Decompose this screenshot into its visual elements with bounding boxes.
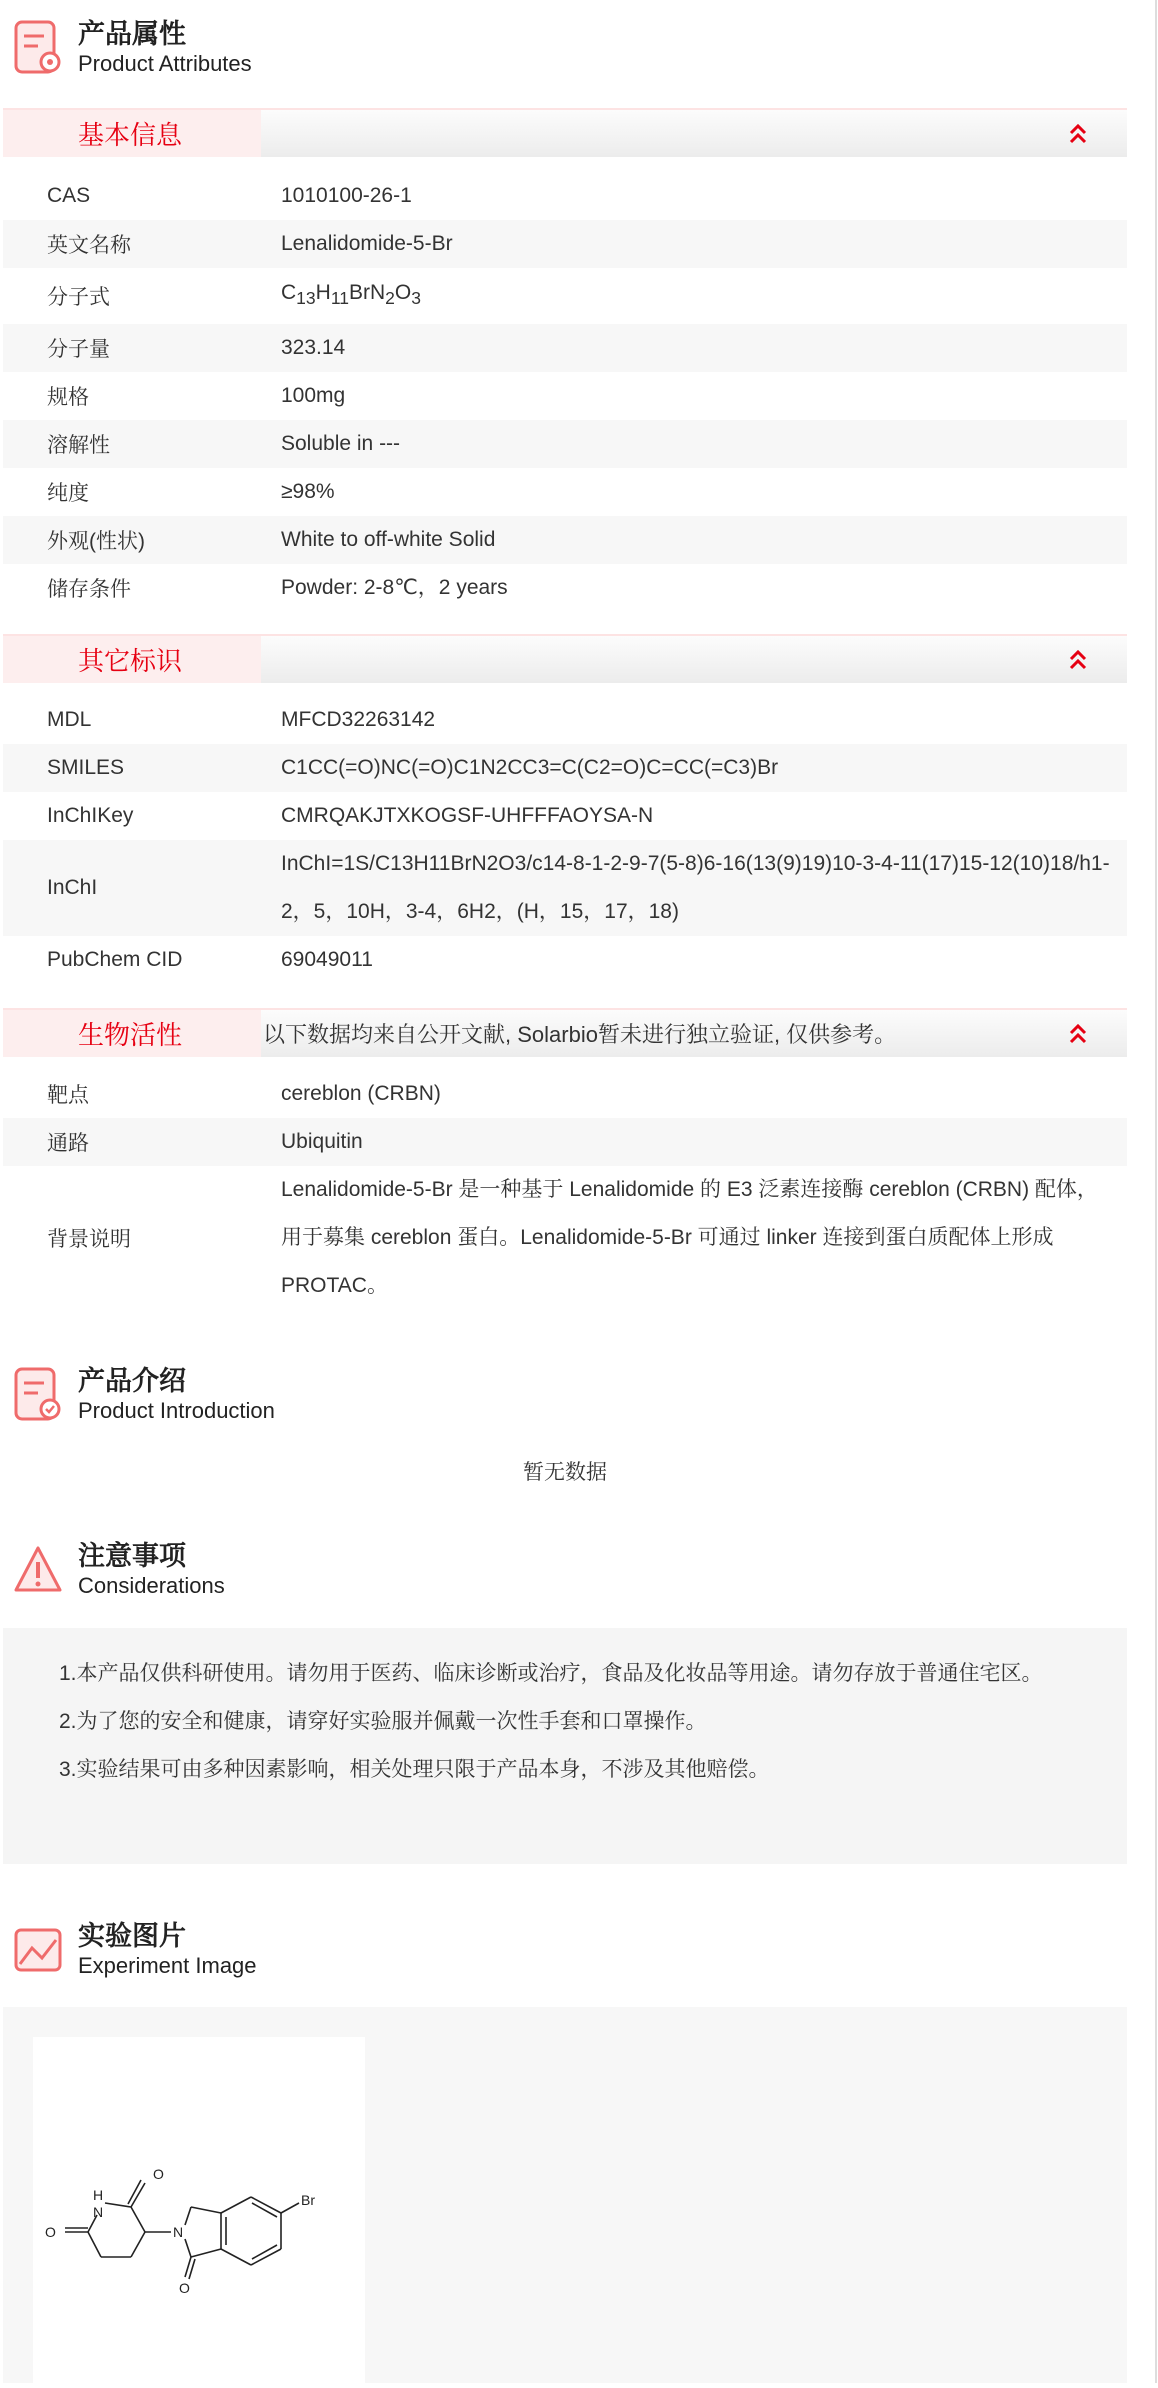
section-header-considerations: [12, 1540, 225, 1600]
row-label: CAS: [47, 184, 91, 207]
table-row: [3, 324, 1127, 372]
row-value: Ubiquitin: [281, 1130, 363, 1153]
row-label: 外观(性状): [47, 530, 145, 553]
row-label: 英文名称: [47, 234, 131, 257]
section-subtitle: Experiment Image: [78, 1953, 257, 1978]
row-label: SMILES: [47, 756, 125, 779]
considerations-box: [3, 1628, 1127, 1864]
table-row: [3, 696, 1127, 744]
table-row: [3, 468, 1127, 516]
row-label: 背景说明: [47, 1228, 131, 1251]
section-title: 产品属性: [78, 19, 186, 49]
row-label: InChIKey: [47, 804, 134, 827]
section-subtitle: Product Introduction: [78, 1398, 275, 1423]
chevron-double-up-icon[interactable]: [1067, 1022, 1089, 1046]
band-disclaimer: 以下数据均来自公开文献, Solarbio暂未进行独立验证, 仅供参考。: [263, 1022, 897, 1047]
consideration-item: 1.本产品仅供科研使用。请勿用于医药、临床诊断或治疗，食品及化妆品等用途。请勿存放于普通住宅区。: [59, 1662, 1043, 1685]
table-row: [3, 1070, 1127, 1118]
table-row: [3, 564, 1127, 612]
row-value: Lenalidomide-5-Br 是一种基于 Lenalidomide 的 E3 泛素连接酶 cereblon (CRBN) 配体，用于募集 cereblon 蛋白。Lenalidomide-5-Br 可通过 linker 连接到蛋白质配体上形成 PROTAC。: [281, 1178, 1098, 1297]
row-label: 分子式: [47, 286, 110, 309]
chemical-structure: [33, 2037, 365, 2383]
row-value: Soluble in ---: [281, 432, 401, 455]
section-title: 注意事项: [78, 1541, 186, 1571]
table-row: [3, 372, 1127, 420]
experiment-image-area: [3, 2007, 1127, 2383]
table-row: [3, 792, 1127, 840]
section-header-experiment: [12, 1920, 257, 1980]
band-label: 基本信息: [3, 110, 261, 157]
row-value: InChI=1S/C13H11BrN2O3/c14-8-1-2-9-7(5-8)6-16(13(9)19)10-3-4-11(17)15-12(10)18/h1-2，5，10H，3-4，6H2，(H，15，17，18): [281, 852, 1110, 923]
row-label: 通路: [47, 1132, 89, 1155]
row-value: 69049011: [281, 948, 373, 971]
identifiers-table: [3, 696, 1127, 984]
row-value: CMRQAKJTXKOGSF-UHFFFAOYSA-N: [281, 804, 654, 827]
atom-label: Br: [301, 2192, 315, 2208]
section-header-attributes: [12, 18, 252, 78]
row-label: 储存条件: [47, 578, 131, 601]
document-check-icon: [12, 1365, 64, 1425]
section-subtitle: Product Attributes: [78, 51, 252, 76]
band-label: 生物活性: [3, 1010, 261, 1057]
band-label: 其它标识: [3, 636, 261, 683]
table-row: [3, 936, 1127, 984]
row-label: InChI: [47, 876, 98, 899]
row-label: 纯度: [47, 482, 89, 505]
row-label: 靶点: [47, 1084, 89, 1107]
section-title: 实验图片: [78, 1921, 186, 1951]
row-label: PubChem CID: [47, 948, 183, 971]
row-value: White to off-white Solid: [281, 528, 496, 551]
atom-label: N: [93, 2204, 104, 2220]
bio-table: [3, 1070, 1127, 1310]
table-row: [3, 744, 1127, 792]
warning-icon: [12, 1540, 64, 1600]
atom-label: O: [45, 2224, 56, 2240]
table-row: [3, 1118, 1127, 1166]
document-gear-icon: [12, 18, 64, 78]
chevron-double-up-icon[interactable]: [1067, 122, 1089, 146]
row-label: 溶解性: [47, 434, 110, 457]
consideration-item: 3.实验结果可由多种因素影响，相关处理只限于产品本身，不涉及其他赔偿。: [59, 1758, 770, 1781]
table-row: [3, 840, 1127, 936]
table-row: [3, 268, 1127, 324]
row-value: 100mg: [281, 384, 346, 407]
section-subtitle: Considerations: [78, 1573, 225, 1598]
row-label: 分子量: [47, 338, 110, 361]
atom-label: O: [153, 2166, 164, 2182]
atom-label: H: [93, 2187, 104, 2203]
chevron-double-up-icon[interactable]: [1067, 648, 1089, 672]
row-value: 323.14: [281, 336, 346, 359]
empty-state-text: 暂无数据: [523, 1461, 607, 1484]
table-row: [3, 516, 1127, 564]
row-value-formula: $C_{13}H_{11}BrN_2O_3$: [281, 281, 421, 309]
table-row: [3, 1166, 1127, 1310]
row-value: Powder: 2-8℃，2 years: [281, 576, 508, 599]
atom-label: O: [179, 2280, 190, 2296]
table-row: [3, 220, 1127, 268]
row-value: ≥98%: [281, 480, 335, 503]
row-value: cereblon (CRBN): [281, 1082, 441, 1105]
table-row: [3, 172, 1127, 220]
structure-image[interactable]: [33, 2037, 365, 2383]
row-label: 规格: [47, 386, 89, 409]
consideration-item: 2.为了您的安全和健康，请穿好实验服并佩戴一次性手套和口罩操作。: [59, 1710, 707, 1733]
row-label: MDL: [47, 708, 92, 731]
atom-label: N: [173, 2224, 184, 2240]
row-value: C1CC(=O)NC(=O)C1N2CC3=C(C2=O)C=CC(=C3)Br: [281, 756, 779, 779]
band-basic-info[interactable]: [3, 108, 1127, 157]
image-chart-icon: [12, 1920, 64, 1980]
band-other-identifiers[interactable]: [3, 634, 1127, 683]
row-value: MFCD32263142: [281, 708, 436, 731]
band-bio-activity[interactable]: [3, 1008, 1127, 1057]
row-value: 1010100-26-1: [281, 184, 412, 207]
basic-info-table: [3, 172, 1127, 612]
scrollbar[interactable]: [1155, 0, 1157, 2383]
section-header-introduction: [12, 1365, 275, 1425]
row-value: Lenalidomide-5-Br: [281, 232, 453, 255]
section-title: 产品介绍: [78, 1366, 186, 1396]
table-row: [3, 420, 1127, 468]
